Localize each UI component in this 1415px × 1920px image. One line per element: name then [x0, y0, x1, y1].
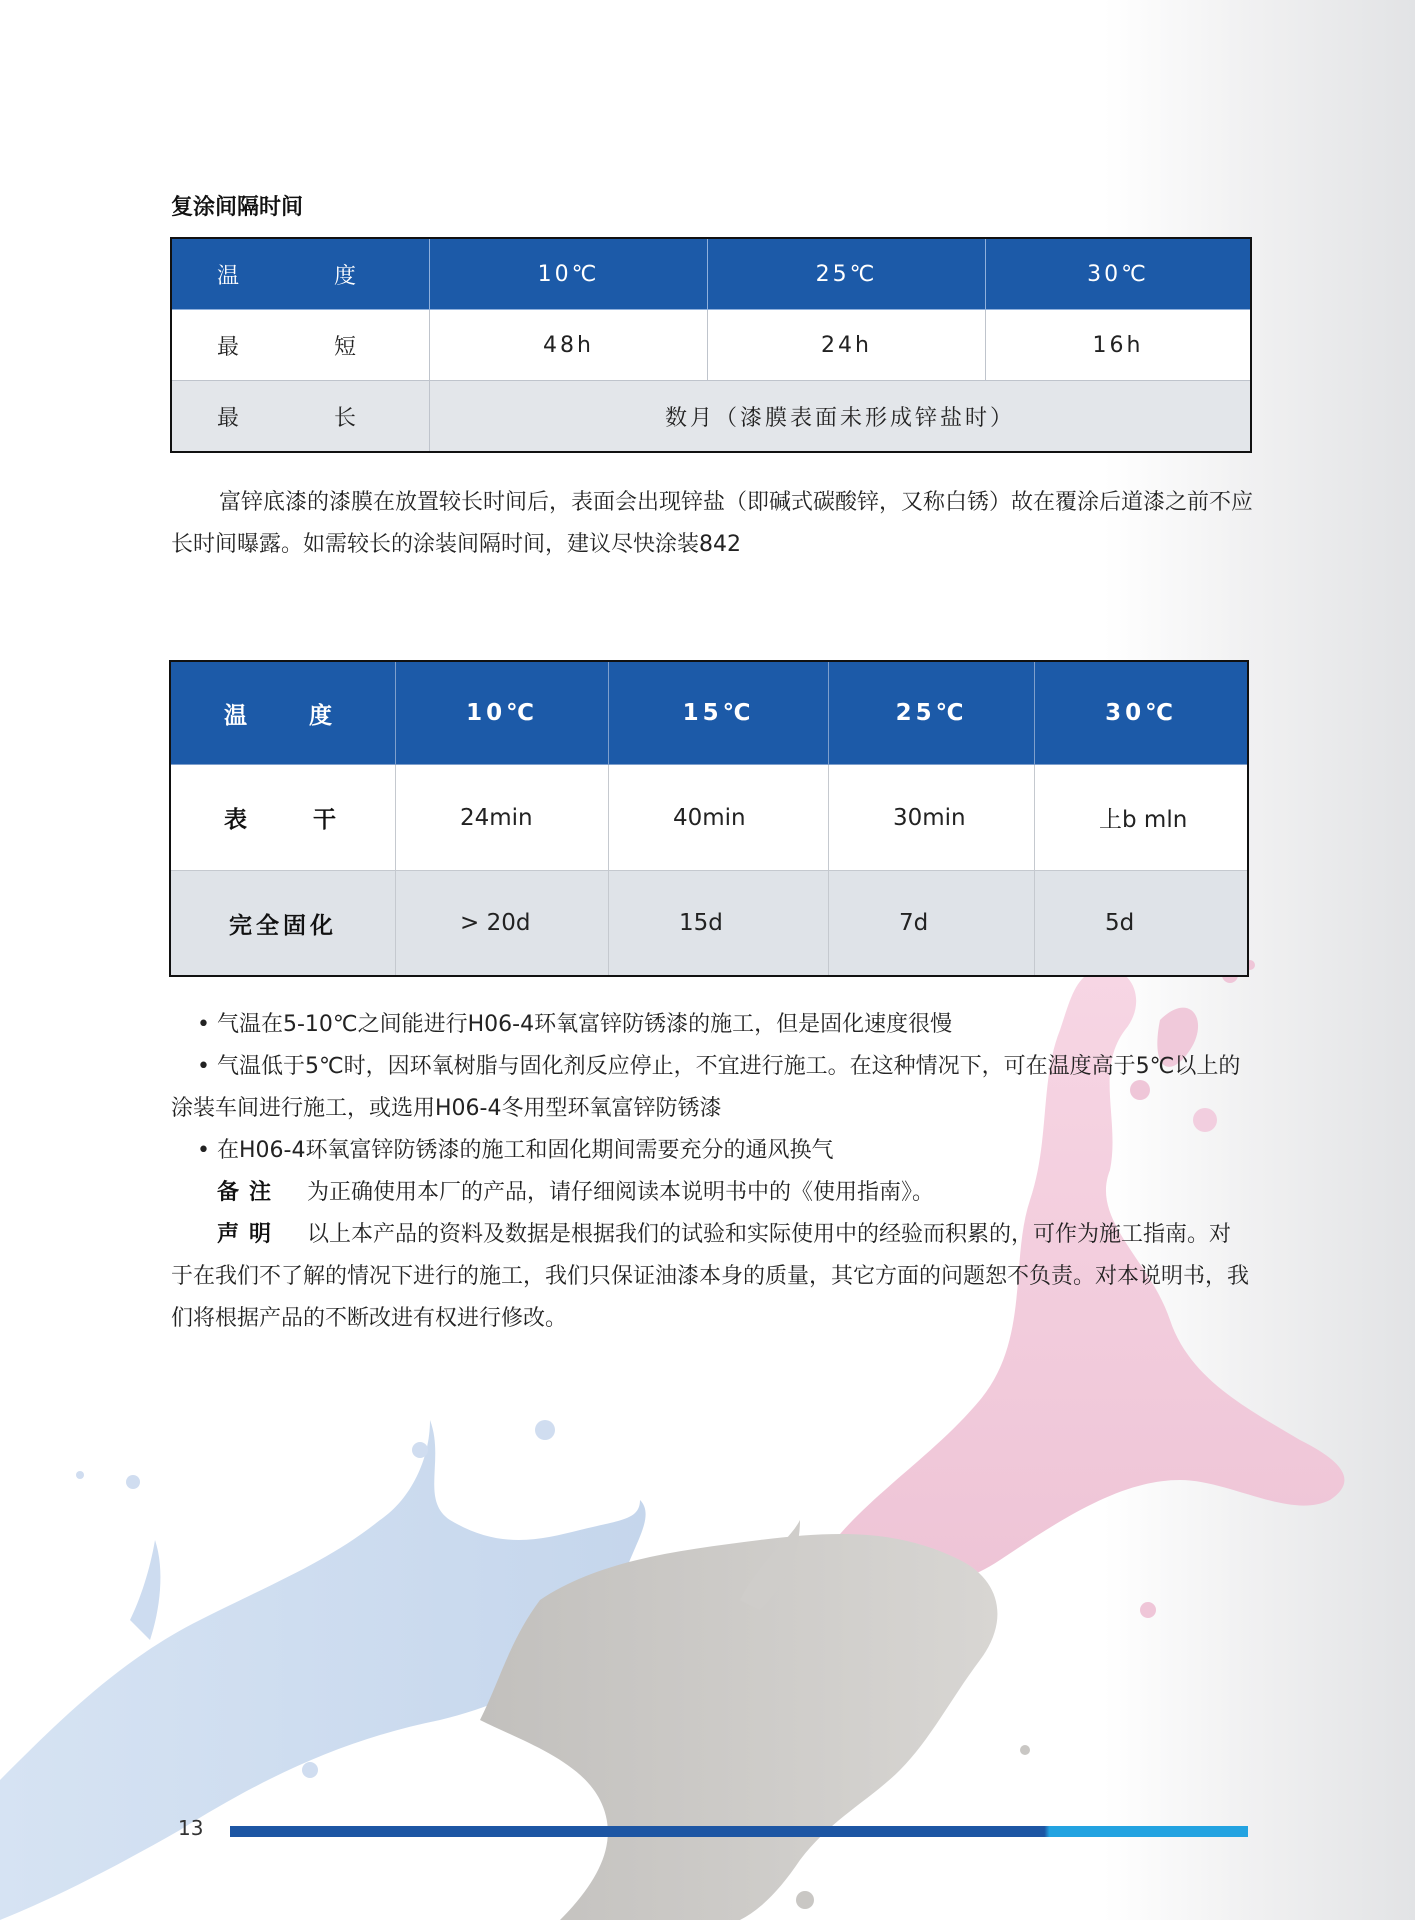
label-char: 度	[333, 263, 356, 289]
statement-label: 声明	[217, 1222, 282, 1247]
note-bullet: • 气温在5-10℃之间能进行H06-4环氧富锌防锈漆的施工，但是固化速度很慢	[197, 1012, 953, 1037]
label-char: 表	[224, 807, 247, 833]
table-cell: > 20d	[396, 871, 609, 977]
label-char: 干	[313, 807, 336, 833]
statement	[171, 1214, 1253, 1340]
remark	[171, 1172, 1253, 1214]
table-cell: 24min	[396, 765, 609, 871]
table-cell: 7d	[829, 871, 1035, 977]
table-cell: 16h	[986, 310, 1252, 381]
max-label	[171, 381, 430, 453]
label-char: 短	[333, 334, 356, 360]
notes-section	[171, 1004, 1253, 1340]
column-header: 30℃	[1035, 661, 1249, 765]
column-header: 25℃	[829, 661, 1035, 765]
column-header: 25℃	[708, 238, 986, 310]
note-bullet: • 在H06-4环氧富锌防锈漆的施工和固化期间需要充分的通风换气	[197, 1138, 834, 1163]
table-header-row	[171, 238, 1251, 310]
temperature-label	[171, 238, 430, 310]
label-char: 温	[217, 263, 240, 289]
label-char: 最	[217, 405, 240, 431]
label-char: 长	[333, 405, 356, 431]
recoat-interval-table	[170, 237, 1252, 453]
remark-text: 为正确使用本厂的产品，请仔细阅读本说明书中的《使用指南》。	[307, 1180, 935, 1205]
temperature-label	[170, 661, 396, 765]
table-header-row	[170, 661, 1248, 765]
table-row	[170, 871, 1248, 977]
table-row	[171, 381, 1251, 453]
column-header: 30℃	[986, 238, 1252, 310]
table-cell: 24h	[708, 310, 986, 381]
section-title: 复涂间隔时间	[171, 195, 304, 220]
table-cell: 30min	[829, 765, 1035, 871]
table-cell: 48h	[430, 310, 708, 381]
statement-text: 以上本产品的资料及数据是根据我们的试验和实际使用中的经验而积累的，可作为施工指南。对于在我们不了解的情况下进行的施工，我们只保证油漆本身的质量，其它方面的问题恕不负责。对本说明书，我们将根据产品的不断改进有权进行修改。	[171, 1222, 1250, 1331]
column-header: 15℃	[609, 661, 829, 765]
table-row	[171, 310, 1251, 381]
table-cell: 40min	[609, 765, 829, 871]
label-char: 温	[224, 702, 251, 729]
table-cell: 5d	[1035, 871, 1249, 977]
drying-time-table	[169, 660, 1249, 977]
table-cell: 15d	[609, 871, 829, 977]
min-label	[171, 310, 430, 381]
column-header: 10℃	[396, 661, 609, 765]
table-cell: 上b mln	[1035, 765, 1249, 871]
table-cell: 数月（漆膜表面未形成锌盐时）	[430, 381, 1252, 453]
column-header: 10℃	[430, 238, 708, 310]
table-row	[170, 765, 1248, 871]
footer-bar	[230, 1826, 1248, 1837]
label-char: 度	[309, 702, 336, 729]
page-number: 13	[178, 1816, 204, 1840]
surface-dry-label	[170, 765, 396, 871]
zinc-salt-paragraph: 富锌底漆的漆膜在放置较长时间后，表面会出现锌盐（即碱式碳酸锌，又称白锈）故在覆涂后道漆之前不应长时间曝露。如需较长的涂装间隔时间，建议尽快涂装842	[171, 490, 1254, 557]
note-bullet: • 气温低于5℃时，因环氧树脂与固化剂反应停止，不宜进行施工。在这种情况下，可在温度高于5℃以上的涂装车间进行施工，或选用H06-4冬用型环氧富锌防锈漆	[171, 1054, 1241, 1121]
full-cure-label: 完全固化	[170, 871, 396, 977]
remark-label: 备注	[217, 1180, 282, 1205]
label-char: 最	[217, 334, 240, 360]
